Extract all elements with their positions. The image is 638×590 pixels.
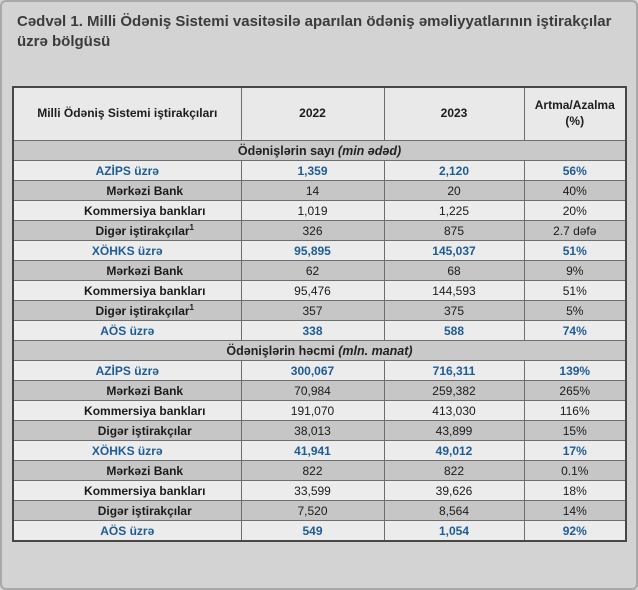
row-label-cell xyxy=(13,281,241,301)
row-label-cell xyxy=(13,181,241,201)
cell-change: 9% xyxy=(524,261,626,281)
page-title: Cədvəl 1. Milli Ödəniş Sistemi vasitəsilə aparılan ödəniş əməliyyatlarının iştirakçılar üzrə bölgüsü xyxy=(17,13,612,51)
cell-y2023: 413,030 xyxy=(384,401,524,421)
col-header-participants: Milli Ödəniş Sistemi iştirakçıları xyxy=(13,87,241,141)
table-row xyxy=(13,301,626,321)
cell-change: 15% xyxy=(524,421,626,441)
row-label: Mərkəzi Bank xyxy=(106,463,184,478)
cell-y2023: 875 xyxy=(384,221,524,241)
row-label: AÖS üzrə xyxy=(100,523,155,538)
cell-y2022: 549 xyxy=(241,521,384,542)
table-row xyxy=(13,361,626,381)
table-row xyxy=(13,221,626,241)
row-label: Mərkəzi Bank xyxy=(106,263,184,278)
cell-change: 56% xyxy=(524,161,626,181)
row-label-cell xyxy=(13,521,241,542)
cell-y2023: 68 xyxy=(384,261,524,281)
cell-y2023: 145,037 xyxy=(384,241,524,261)
row-label: Kommersiya bankları xyxy=(84,203,206,218)
cell-change: 14% xyxy=(524,501,626,521)
cell-y2022: 95,895 xyxy=(241,241,384,261)
table-row xyxy=(13,161,626,181)
table-body xyxy=(13,141,626,542)
payments-table xyxy=(12,86,627,542)
row-label: Kommersiya bankları xyxy=(84,483,206,498)
row-label-cell xyxy=(13,481,241,501)
row-label-cell xyxy=(13,221,241,241)
row-label-cell xyxy=(13,501,241,521)
table-row xyxy=(13,241,626,261)
cell-y2023: 259,382 xyxy=(384,381,524,401)
table-row xyxy=(13,281,626,301)
table-row xyxy=(13,261,626,281)
cell-change: 18% xyxy=(524,481,626,501)
cell-change: 5% xyxy=(524,301,626,321)
section-band-row xyxy=(13,341,626,361)
row-label-cell xyxy=(13,241,241,261)
cell-change: 20% xyxy=(524,201,626,221)
cell-change: 51% xyxy=(524,241,626,261)
cell-y2022: 38,013 xyxy=(241,421,384,441)
cell-change: 51% xyxy=(524,281,626,301)
table-row xyxy=(13,401,626,421)
cell-y2023: 822 xyxy=(384,461,524,481)
cell-y2022: 7,520 xyxy=(241,501,384,521)
cell-y2022: 1,359 xyxy=(241,161,384,181)
row-label-cell xyxy=(13,261,241,281)
cell-y2023: 1,225 xyxy=(384,201,524,221)
row-label: Mərkəzi Bank xyxy=(106,383,184,398)
cell-y2022: 822 xyxy=(241,461,384,481)
table-row xyxy=(13,481,626,501)
section-unit: (mln. manat) xyxy=(338,343,413,358)
row-label: Kommersiya bankları xyxy=(84,283,206,298)
section-title-cell xyxy=(13,141,626,161)
cell-y2023: 39,626 xyxy=(384,481,524,501)
footnote-marker: 1 xyxy=(189,302,194,312)
row-label: AÖS üzrə xyxy=(100,323,155,338)
row-label-cell xyxy=(13,401,241,421)
section-title: Ödənişlərin həcmi xyxy=(226,343,335,358)
cell-change: 116% xyxy=(524,401,626,421)
cell-change: 92% xyxy=(524,521,626,542)
row-label: Kommersiya bankları xyxy=(84,403,206,418)
cell-y2022: 62 xyxy=(241,261,384,281)
table-row xyxy=(13,321,626,341)
cell-change: 2.7 dəfə xyxy=(524,221,626,241)
row-label-cell xyxy=(13,421,241,441)
table-row xyxy=(13,181,626,201)
cell-y2022: 41,941 xyxy=(241,441,384,461)
section-title: Ödənişlərin sayı xyxy=(237,143,335,158)
cell-change: 0.1% xyxy=(524,461,626,481)
cell-y2023: 144,593 xyxy=(384,281,524,301)
table-row xyxy=(13,461,626,481)
row-label: Digər iştirakçılar xyxy=(95,303,190,318)
row-label-cell xyxy=(13,301,241,321)
cell-y2022: 357 xyxy=(241,301,384,321)
row-label-cell xyxy=(13,201,241,221)
table-row xyxy=(13,381,626,401)
table-row xyxy=(13,501,626,521)
footnote-marker: 1 xyxy=(189,222,194,232)
col-header-2022: 2022 xyxy=(241,87,384,141)
table-row xyxy=(13,521,626,542)
row-label: Digər iştirakçılar xyxy=(97,503,192,518)
row-label-cell xyxy=(13,161,241,181)
cell-change: 139% xyxy=(524,361,626,381)
row-label: Digər iştirakçılar xyxy=(95,223,190,238)
cell-y2023: 20 xyxy=(384,181,524,201)
row-label-cell xyxy=(13,381,241,401)
cell-change: 74% xyxy=(524,321,626,341)
row-label: XÖHKS üzrə xyxy=(91,243,163,258)
col-header-change: Artma/Azalma (%) xyxy=(524,87,626,141)
row-label: XÖHKS üzrə xyxy=(91,443,163,458)
cell-y2023: 43,899 xyxy=(384,421,524,441)
row-label: AZİPS üzrə xyxy=(95,363,159,378)
row-label-cell xyxy=(13,361,241,381)
section-unit: (min ədəd) xyxy=(337,143,402,158)
cell-y2022: 300,067 xyxy=(241,361,384,381)
row-label: AZİPS üzrə xyxy=(95,163,159,178)
cell-change: 17% xyxy=(524,441,626,461)
table-row xyxy=(13,421,626,441)
cell-y2022: 14 xyxy=(241,181,384,201)
cell-y2023: 2,120 xyxy=(384,161,524,181)
row-label: Mərkəzi Bank xyxy=(106,183,184,198)
row-label-cell xyxy=(13,441,241,461)
row-label: Digər iştirakçılar xyxy=(97,423,192,438)
row-label-cell xyxy=(13,321,241,341)
col-header-2023: 2023 xyxy=(384,87,524,141)
table-row xyxy=(13,441,626,461)
cell-y2023: 375 xyxy=(384,301,524,321)
cell-y2022: 1,019 xyxy=(241,201,384,221)
cell-change: 265% xyxy=(524,381,626,401)
row-label-cell xyxy=(13,461,241,481)
section-title-cell xyxy=(13,341,626,361)
cell-y2022: 338 xyxy=(241,321,384,341)
cell-change: 40% xyxy=(524,181,626,201)
cell-y2022: 191,070 xyxy=(241,401,384,421)
cell-y2022: 70,984 xyxy=(241,381,384,401)
cell-y2022: 33,599 xyxy=(241,481,384,501)
cell-y2023: 716,311 xyxy=(384,361,524,381)
cell-y2023: 588 xyxy=(384,321,524,341)
section-band-row xyxy=(13,141,626,161)
table-row xyxy=(13,201,626,221)
cell-y2023: 1,054 xyxy=(384,521,524,542)
cell-y2022: 95,476 xyxy=(241,281,384,301)
cell-y2023: 49,012 xyxy=(384,441,524,461)
cell-y2023: 8,564 xyxy=(384,501,524,521)
cell-y2022: 326 xyxy=(241,221,384,241)
table-header-row xyxy=(13,87,626,141)
